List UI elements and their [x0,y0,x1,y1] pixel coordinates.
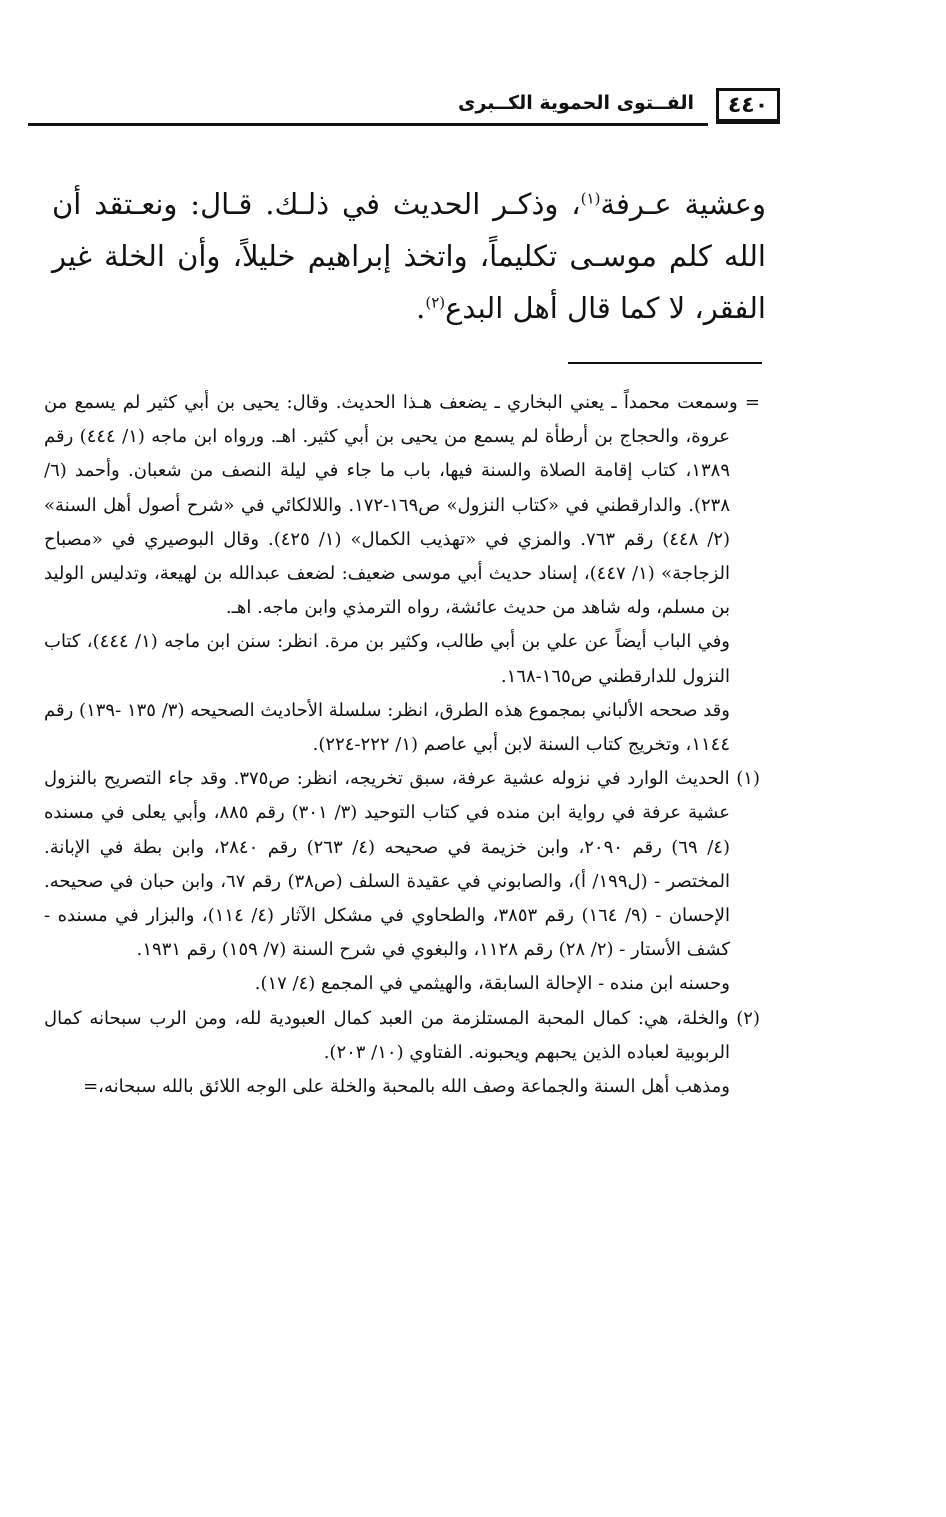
page-number: ٤٤٠ [716,88,780,124]
main-text-part-2: ، وذكـر الحديث في ذلـك. قـال: ونعـتقد أن الله كلم موسـى تكليماً، واتخذ إبراهيم خليلاً، وأن الخلة غير الفقر، لا كما قال أهل البدع [52,187,766,325]
main-text-part-1: وعشية عـرفة [600,187,766,221]
footnote-ref-2: (٢) [425,293,446,312]
running-header [28,88,780,132]
main-text [52,178,766,334]
footnote-2-paragraph: ومذهب أهل السنة والجماعة وصف الله بالمحبة والخلة على الوجه اللائق بالله سبحانه،= [83,1076,730,1098]
main-paragraph [52,178,766,334]
footnote-continuation: = وسمعت محمداً ـ يعني البخاري ـ يضعف هـذا الحديث. وقال: يحيى بن أبي كثير لم يسمع من عروة، والحجاج بن أرطأة لم يسمع من يحيى بن أبي كثير. اهـ. ورواه ابن ماجه (١/ ٤٤٤) رقم ١٣٨٩، كتاب إقامة الصلاة والسنة فيها، باب ما جاء في ليلة النصف من شعبان. وأحمد (٦/ ٢٣٨). والدارقطني في «كتاب النزول» ص١٦٩-١٧٢. واللالكائي في «شرح أصول أهل السنة» (٢/ ٤٤٨) رقم ٧٦٣. والمزي في «تهذيب الكمال» (١/ ٤٢٥). وقال البوصيري في «مصباح الزجاجة» (١/ ٤٤٧)، إسناد حديث أبي موسى ضعيف: لضعف عبدالله بن لهيعة، وتدليس الوليد بن مسلم، وله شاهد من حديث عائشة، رواه الترمذي وابن ماجه. اهـ. [44,392,760,619]
footnote-1-paragraph: وحسنه ابن منده - الإحالة السابقة، والهيثمي في المجمع (٤/ ١٧). [254,973,730,995]
main-text-part-3: . [416,291,426,325]
footnote-ref-1: (١) [580,189,601,208]
footnote-separator [568,362,762,364]
footnote-1: (١) الحديث الوارد في نزوله عشية عرفة، سبق تخريجه، انظر: ص٣٧٥. وقد جاء التصريح بالنزول عشية عرفة في رواية ابن منده في كتاب التوحيد (٣/ ٣٠١) رقم ٨٨٥، وأبي يعلى في مسنده (٤/ ٦٩) رقم ٢٠٩٠، وابن خزيمة في صحيحه (٤/ ٢٦٣) رقم ٢٨٤٠، وابن بطة في الإبانة. المختصر - (ل١٩٩/ أ)، والصابوني في عقيدة السلف (ص٣٨) رقم ٦٧، وابن حبان في صحيحه. الإحسان - (٩/ ١٦٤) رقم ٣٨٥٣، والطحاوي في مشكل الآثار (٤/ ١١٤)، والبزار في مسنده - كشف الأستار - (٢/ ٢٨) رقم ١١٢٨، والبغوي في شرح السنة (٧/ ١٥٩) رقم ١٩٣١. [44,768,760,961]
footnotes [44,386,760,1104]
footnote-2: (٢) والخلة، هي: كمال المحبة المستلزمة من العبد كمال العبودية لله، ومن الرب سبحانه كمال الربوبية لعباده الذين يحبهم ويحبونه. الفتاوي (١٠/ ٢٠٣). [44,1007,760,1063]
running-title: الفــتوى الحموية الكــبرى [458,92,694,114]
header-rule [28,123,708,126]
footnote-continuation-paragraph: وفي الباب أيضاً عن علي بن أبي طالب، وكثير بن مرة. انظر: سنن ابن ماجه (١/ ٤٤٤)، كتاب النزول للدارقطني ص١٦٥-١٦٨. [44,631,731,687]
footnote-continuation-paragraph: وقد صححه الألباني بمجموع هذه الطرق، انظر: سلسلة الأحاديث الصحيحه (٣/ ١٣٥ -١٣٩) رقم ١١٤٤، وتخريج كتاب السنة لابن أبي عاصم (١/ ٢٢٢-٢٢٤). [44,699,730,756]
